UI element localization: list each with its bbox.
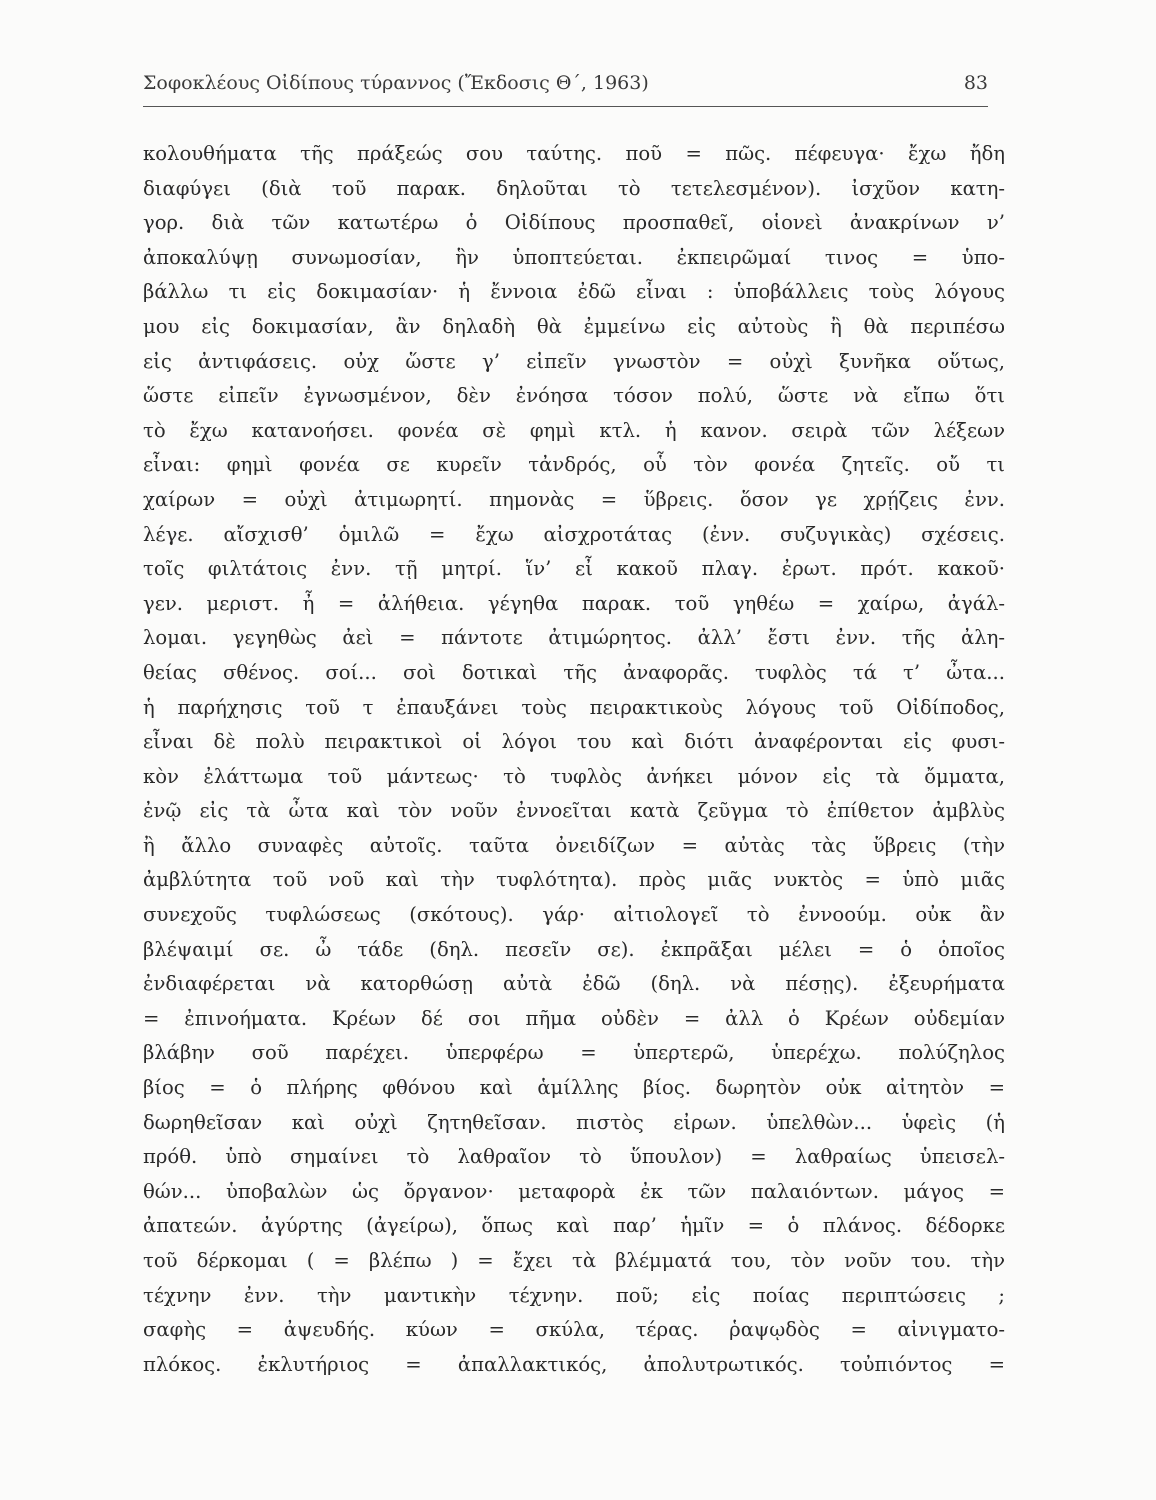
text-line: λομαι. γεγηθὼς ἀεὶ = πάντοτε ἀτιμώρητος. ἀλλ’ ἔστι ἐνν. τῆς ἀλη- — [143, 626, 1005, 650]
text-line: τέχνην ἐνν. τὴν μαντικὴν τέχνην. ποῦ; εἰς ποίας περιπτώσεις ; — [143, 1283, 1005, 1307]
text-line: ἀμβλύτητα τοῦ νοῦ καὶ τὴν τυφλότητα). πρὸς μιᾶς νυκτὸς = ὑπὸ μιᾶς — [143, 868, 1005, 892]
text-line: εἶναι δὲ πολὺ πειρακτικοὶ οἱ λόγοι του καὶ διότι ἀναφέρονται εἰς φυσι- — [143, 730, 1005, 754]
text-line: τοῖς φιλτάτοις ἐνν. τῇ μητρί. ἵν’ εἶ κακοῦ πλαγ. ἐρωτ. πρότ. κακοῦ· — [143, 557, 1005, 581]
text-line: λέγε. αἴσχισθ’ ὁμιλῶ = ἔχω αἰσχροτάτας (ἐνν. συζυγικὰς) σχέσεις. — [143, 522, 1005, 546]
text-line: ἐνδιαφέρεται νὰ κατορθώσῃ αὐτὰ ἐδῶ (δηλ. νὰ πέσῃς). ἐξευρήματα — [143, 972, 1005, 996]
page-number: 83 — [963, 72, 988, 94]
text-line: κολουθήματα τῆς πράξεώς σου ταύτης. ποῦ = πῶς. πέφευγα· ἔχω ἤδη — [143, 142, 1005, 165]
text-line: ἡ παρήχησις τοῦ τ ἐπαυξάνει τοὺς πειρακτικοὺς λόγους τοῦ Οἰδίποδος, — [143, 695, 1005, 719]
text-line: τοῦ δέρκομαι ( = βλέπω ) = ἔχει τὰ βλέμματά του, τὸν νοῦν του. τὴν — [143, 1249, 1005, 1272]
text-line: ἢ ἄλλο συναφὲς αὐτοῖς. ταῦτα ὀνειδίζων = αὐτὰς τὰς ὕβρεις (τὴν — [143, 833, 1005, 857]
header-title: Σοφοκλέους Οἰδίπους τύραννος (Ἔκδοσις Θ΄, 1963) — [143, 72, 649, 94]
text-line: θών... ὑποβαλὼν ὡς ὄργανον· μεταφορὰ ἐκ τῶν παλαιόντων. μάγος = — [143, 1179, 1005, 1203]
text-line: πρόθ. ὑπὸ σημαίνει τὸ λαθραῖον τὸ ὕπουλον) = λαθραίως ὑπεισελ- — [143, 1145, 1005, 1169]
text-line: πλόκος. ἐκλυτήριος = ἀπαλλακτικός, ἀπολυτρωτικός. τοὐπιόντος = — [143, 1352, 1005, 1376]
running-header — [143, 72, 988, 102]
header-rule — [143, 106, 988, 107]
text-line: μου εἰς δοκιμασίαν, ἂν δηλαδὴ θὰ ἐμμείνω εἰς αὐτοὺς ἢ θὰ περιπέσω — [143, 314, 1005, 338]
text-line: κὸν ἐλάττωμα τοῦ μάντεως· τὸ τυφλὸς ἀνήκει μόνον εἰς τὰ ὄμματα, — [143, 764, 1005, 788]
text-line: γεν. μεριστ. ἦ = ἀλήθεια. γέγηθα παρακ. τοῦ γηθέω = χαίρω, ἀγάλ- — [143, 591, 1005, 615]
text-line: διαφύγει (διὰ τοῦ παρακ. δηλοῦται τὸ τετελεσμένον). ἰσχῦον κατη- — [143, 176, 1005, 200]
commentary-text — [143, 137, 1005, 1382]
text-line: = ἐπινοήματα. Κρέων δέ σοι πῆμα οὐδὲν = ἀλλ ὁ Κρέων οὐδεμίαν — [143, 1006, 1005, 1030]
text-line: εἶναι: φημὶ φονέα σε κυρεῖν τἀνδρός, οὗ τὸν φονέα ζητεῖς. οὔ τι — [143, 453, 1005, 477]
text-line: θείας σθένος. σοί... σοὶ δοτικαὶ τῆς ἀναφορᾶς. τυφλὸς τά τ’ ὦτα... — [143, 660, 1005, 684]
text-line: τὸ ἔχω κατανοήσει. φονέα σὲ φημὶ κτλ. ἡ κανον. σειρὰ τῶν λέξεων — [143, 418, 1005, 442]
text-line: βλάβην σοῦ παρέχει. ὑπερφέρω = ὑπερτερῶ, ὑπερέχω. πολύζηλος — [143, 1041, 1005, 1065]
text-line: ἀπατεών. ἀγύρτης (ἀγείρω), ὅπως καὶ παρ’ ἡμῖν = ὁ πλάνος. δέδορκε — [143, 1214, 1005, 1238]
text-line: σαφὴς = ἀψευδής. κύων = σκύλα, τέρας. ῥαψῳδὸς = αἰνιγματο- — [143, 1318, 1005, 1342]
text-line: βίος = ὁ πλήρης φθόνου καὶ ἁμίλλης βίος. δωρητὸν οὐκ αἰτητὸν = — [143, 1076, 1005, 1100]
text-line: ἀποκαλύψῃ συνωμοσίαν, ἣν ὑποπτεύεται. ἐκπειρῶμαί τινος = ὑπο- — [143, 245, 1005, 269]
text-line: γορ. διὰ τῶν κατωτέρω ὁ Οἰδίπους προσπαθεῖ, οἱονεὶ ἀνακρίνων ν’ — [143, 211, 1005, 235]
text-line: βλέψαιμί σε. ὦ τάδε (δηλ. πεσεῖν σε). ἐκπρᾶξαι μέλει = ὁ ὁποῖος — [143, 937, 1005, 961]
text-line: ἐνῷ εἰς τὰ ὦτα καὶ τὸν νοῦν ἐννοεῖται κατὰ ζεῦγμα τὸ ἐπίθετον ἀμβλὺς — [143, 799, 1005, 823]
text-line: βάλλω τι εἰς δοκιμασίαν· ἡ ἔννοια ἐδῶ εἶναι : ὑποβάλλεις τοὺς λόγους — [143, 280, 1005, 304]
text-line: συνεχοῦς τυφλώσεως (σκότους). γάρ· αἰτιολογεῖ τὸ ἐννοούμ. οὐκ ἂν — [143, 903, 1005, 927]
text-line: ὥστε εἰπεῖν ἐγνωσμένον, δὲν ἐνόησα τόσον πολύ, ὥστε νὰ εἴπω ὅτι — [143, 384, 1005, 408]
text-line: δωρηθεῖσαν καὶ οὐχὶ ζητηθεῖσαν. πιστὸς εἰρων. ὑπελθὼν... ὑφεὶς (ἡ — [143, 1110, 1005, 1134]
text-line: χαίρων = οὐχὶ ἀτιμωρητί. πημονὰς = ὕβρεις. ὅσον γε χρῄζεις ἐνν. — [143, 487, 1005, 511]
text-line: εἰς ἀντιφάσεις. οὐχ ὥστε γ’ εἰπεῖν γνωστὸν = οὐχὶ ξυνῆκα οὕτως, — [143, 349, 1005, 373]
